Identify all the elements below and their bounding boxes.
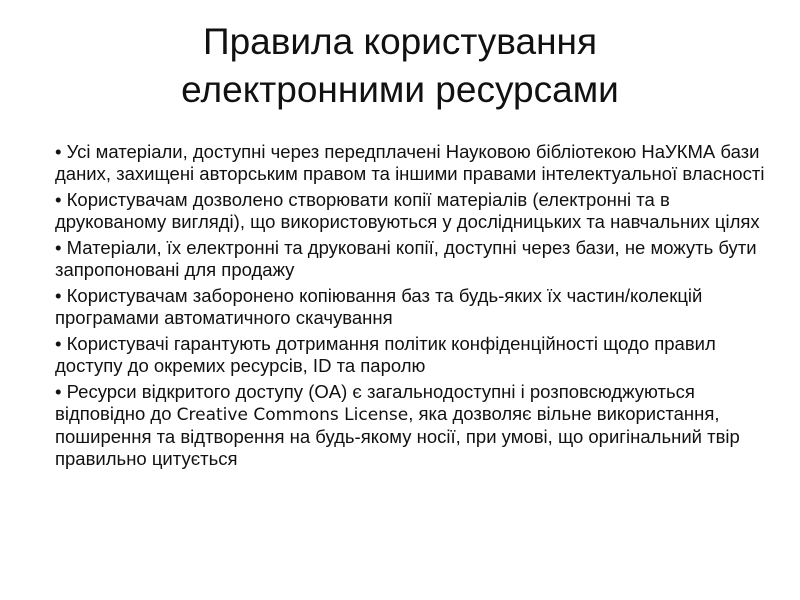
bullet-item-no-bulk-download — [55, 285, 765, 329]
bullet-marker: • — [55, 141, 62, 162]
bullet-marker: • — [55, 189, 62, 210]
bullet-item-copies-allowed — [55, 189, 765, 233]
bullet-item-copyright — [55, 141, 765, 185]
creative-commons-license-text: Creative Commons License — [176, 405, 409, 425]
bullet-item-privacy — [55, 333, 765, 377]
slide-title-line-1: Правила користування — [202, 21, 598, 62]
bullet-text: Матеріали, їх електронні та друковані копії, доступні через бази, не можуть бути запропоновані для продажу — [55, 237, 757, 280]
bullet-text: Користувачам дозволено створювати копії матеріалів (електронні та в друкованому вигляді), що використовуються у дослідницьких та навчальних цілях — [55, 189, 760, 232]
slide-title-line-2: електронними ресурсами — [181, 69, 619, 110]
bullet-marker: • — [55, 285, 62, 306]
bullet-marker: • — [55, 333, 62, 354]
bullet-item-no-sale — [55, 237, 765, 281]
bullet-item-open-access — [55, 381, 765, 470]
bullet-marker: • — [55, 237, 62, 258]
bullet-marker: • — [55, 381, 62, 402]
bullet-text: Користувачам заборонено копіювання баз та будь-яких їх частин/колекцій програмами автоматичного скачування — [55, 285, 703, 328]
bullet-text-before: Ресурси відкритого доступу (OA) є загальнодоступні і розповсюджуються відповідно до — [55, 381, 695, 424]
slide-title — [40, 18, 760, 114]
bullet-text-after: , яка дозволяє вільне використання, поширення та відтворення на будь-якому носії, при умові, що оригінальний твір правильно цитується — [55, 403, 740, 469]
bullet-text: Користувачі гарантують дотримання політик конфіденційності щодо правил доступу до окремих ресурсів, ID та паролю — [55, 333, 716, 376]
bullet-text: Усі матеріали, доступні через передплачені Науковою бібліотекою НаУКМА бази даних, захищені авторським правом та іншими правами інтелектуальної власності — [55, 141, 765, 184]
bullet-list — [55, 141, 765, 474]
